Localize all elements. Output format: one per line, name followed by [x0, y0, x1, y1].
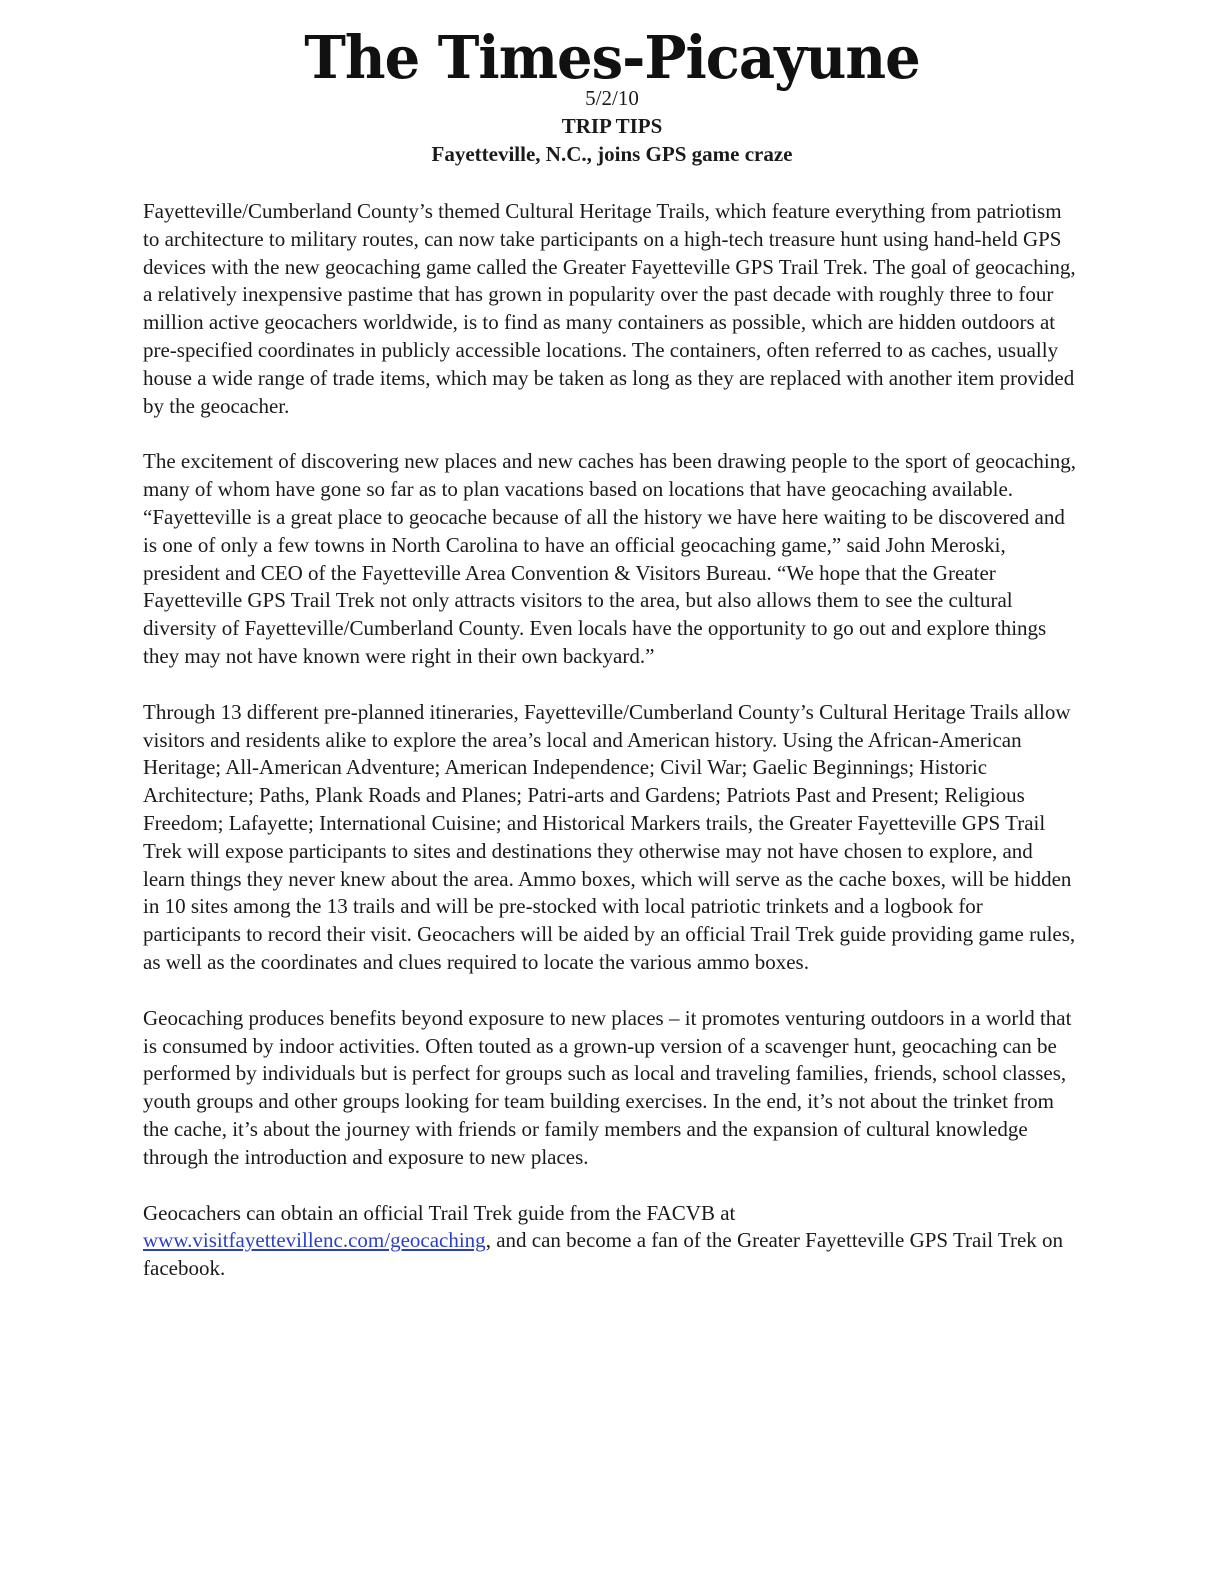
paragraph-benefits: Geocaching produces benefits beyond exposure to new places – it promotes venturing outdoors in a world that is consumed by indoor activities. Often touted as a grown-up version of a scavenger hunt, geocaching can be performed by individuals but is perfect for groups such as local and traveling families, friends, school classes, youth groups and other groups looking for team building exercises. In the end, it’s not about the trinket from the cache, it’s about the journey with friends or family members and the expansion of cultural knowledge through the introduction and exposure to new places. [143, 1005, 1072, 1169]
masthead-logo: The Times-Picayune [304, 23, 920, 93]
paragraph-trails: Through 13 different pre-planned itineraries, Fayetteville/Cumberland County’s Cultural Heritage Trails allow visitors and residents alike to explore the area’s local and American history. Using the African-American Heritage; All-American Adventure; American Independence; Civil War; Gaelic Beginnings; Historic Architecture; Paths, Plank Roads and Planes; Patri-arts and Gardens; Patriots Past and Present; Religious Freedom; Lafayette; International Cuisine; and Historical Markers trails, the Greater Fayetteville GPS Trail Trek will expose participants to sites and destinations they otherwise may not have chosen to explore, and learn things they never knew about the area. Ammo boxes, which will serve as the cache boxes, will be hidden in 10 sites among the 13 trails and will be pre-stocked with local patriotic trinkets and a logbook for participants to record their visit. Geocachers will be aided by an official Trail Trek guide providing game rules, as well as the coordinates and clues required to locate the various ammo boxes. [143, 699, 1076, 974]
geocaching-link[interactable]: www.visitfayettevillenc.com/geocaching [143, 1228, 486, 1253]
closing-text-before: Geocachers can obtain an official Trail Trek guide from the FACVB at [143, 1200, 736, 1225]
paragraph-quote: The excitement of discovering new places and new caches has been drawing people to the sport of geocaching, many of whom have gone so far as to plan vacations based on locations that have geocaching available. “Fayetteville is a great place to geocache because of all the history we have here waiting to be discovered and is one of only a few towns in North Carolina to have an official geocaching game,” said John Meroski, president and CEO of the Fayetteville Area Convention & Visitors Bureau. “We hope that the Greater Fayetteville GPS Trail Trek not only attracts visitors to the area, but also allows them to see the cultural diversity of Fayetteville/Cumberland County. Even locals have the opportunity to go out and explore things they may not have known were right in their own backyard.” [143, 449, 1076, 668]
article-headline: Fayetteville, N.C., joins GPS game craze [431, 142, 793, 166]
paragraph-closing [143, 1200, 1078, 1283]
article-body [143, 198, 1078, 1311]
article-date: 5/2/10 [585, 86, 639, 110]
closing-text-after: , and can become a fan of the Greater Fayetteville GPS Trail Trek on facebook. [143, 1228, 1064, 1281]
paragraph-intro: Fayetteville/Cumberland County’s themed Cultural Heritage Trails, which feature everything from patriotism to architecture to military routes, can now take participants on a high-tech treasure hunt using hand-held GPS devices with the new geocaching game called the Greater Fayetteville GPS Trail Trek. The goal of geocaching, a relatively inexpensive pastime that has grown in popularity over the past decade with roughly three to four million active geocachers worldwide, is to find as many containers as possible, which are hidden outdoors at pre-specified coordinates in publicly accessible locations. The containers, often referred to as caches, usually house a wide range of trade items, which may be taken as long as they are replaced with another item provided by the geocacher. [143, 199, 1076, 418]
section-kicker: TRIP TIPS [561, 114, 663, 138]
